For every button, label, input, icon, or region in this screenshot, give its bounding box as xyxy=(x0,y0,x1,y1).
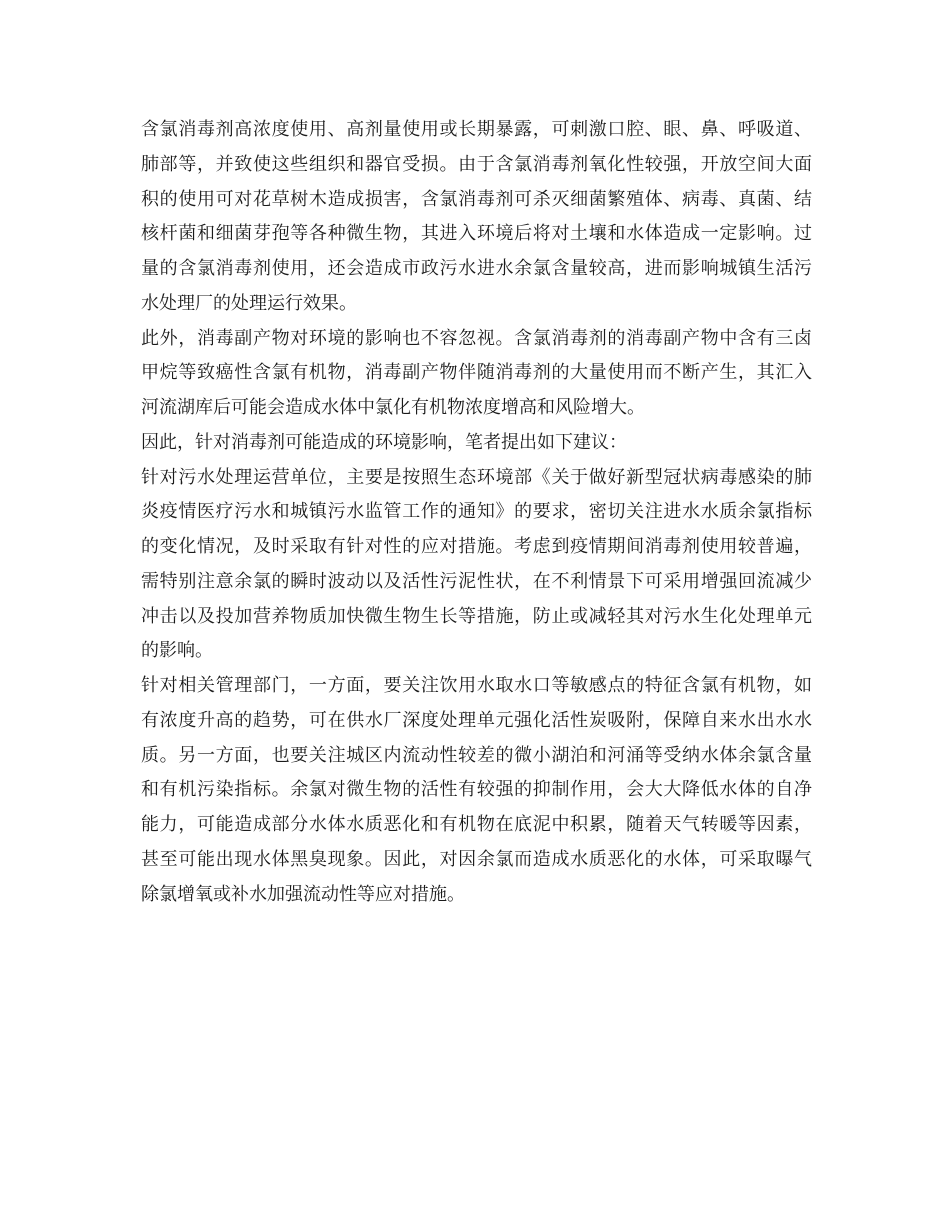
text-line: 肺部等，并致使这些组织和器官受损。由于含氯消毒剂氧化性较强，开放空间大面 xyxy=(141,153,812,175)
text-line: 积的使用可对花草树木造成损害，含氯消毒剂可杀灭细菌繁殖体、病毒、真菌、结 xyxy=(141,188,812,210)
text-line: 针对相关管理部门，一方面，要关注饮用水取水口等敏感点的特征含氯有机物，如 xyxy=(141,675,812,696)
document-body xyxy=(141,113,812,912)
text-line: 此外，消毒副产物对环境的影响也不容忽视。含氯消毒剂的消毒副产物中含有三卤 xyxy=(141,327,812,349)
text-line: 河流湖库后可能会造成水体中氯化有机物浓度增高和风险增大。 xyxy=(141,397,645,418)
text-line: 质。另一方面，也要关注城区内流动性较差的微小湖泊和河涌等受纳水体余氯含量 xyxy=(141,744,812,766)
text-line: 的影响。 xyxy=(141,640,213,662)
text-line: 量的含氯消毒剂使用，还会造成市政污水进水余氯含量较高，进而影响城镇生活污 xyxy=(141,258,812,279)
text-line: 有浓度升高的趋势，可在供水厂深度处理单元强化活性炭吸附，保障自来水出水水 xyxy=(141,709,812,731)
text-line: 因此，针对消毒剂可能造成的环境影响，笔者提出如下建议： xyxy=(141,431,627,453)
text-line: 和有机污染指标。余氯对微生物的活性有较强的抑制作用，会大大降低水体的自净 xyxy=(141,779,812,801)
text-line: 冲击以及投加营养物质加快微生物生长等措施，防止或减轻其对污水生化处理单元 xyxy=(141,605,812,627)
text-line: 除氯增氧或补水加强流动性等应对措施。 xyxy=(141,883,465,905)
text-line: 炎疫情医疗污水和城镇污水监管工作的通知》的要求，密切关注进水水质余氯指标 xyxy=(141,501,812,523)
text-line: 针对污水处理运营单位，主要是按照生态环境部《关于做好新型冠状病毒感染的肺 xyxy=(141,466,812,488)
text-line: 水处理厂的处理运行效果。 xyxy=(141,292,357,314)
text-line: 含氯消毒剂高浓度使用、高剂量使用或长期暴露，可刺激口腔、眼、鼻、呼吸道、 xyxy=(141,119,812,140)
text-line: 需特别注意余氯的瞬时波动以及活性污泥性状，在不利情景下可采用增强回流减少 xyxy=(141,570,812,592)
text-line: 的变化情况，及时采取有针对性的应对措施。考虑到疫情期间消毒剂使用较普遍， xyxy=(141,536,812,557)
text-line: 核杆菌和细菌芽孢等各种微生物，其进入环境后将对土壤和水体造成一定影响。过 xyxy=(141,223,812,245)
text-line: 能力，可能造成部分水体水质恶化和有机物在底泥中积累，随着天气转暖等因素， xyxy=(141,814,812,835)
text-line: 甲烷等致癌性含氯有机物，消毒副产物伴随消毒剂的大量使用而不断产生，其汇入 xyxy=(141,362,812,384)
text-line: 甚至可能出现水体黑臭现象。因此，对因余氯而造成水质恶化的水体，可采取曝气 xyxy=(141,848,812,870)
